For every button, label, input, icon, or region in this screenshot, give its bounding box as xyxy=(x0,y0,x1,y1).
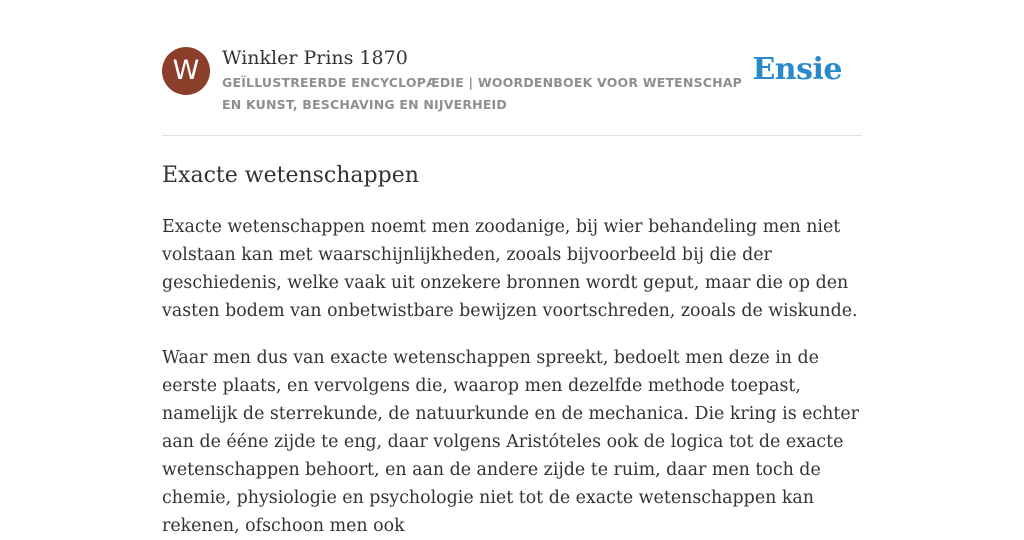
entry-paragraph-2: Waar men dus van exacte wetenschappen spreekt, bedoelt men deze in de eerste plaats, en vervolgens die, waarop men dezelfde methode toepast, namelijk de sterrekunde, de natuurkunde en de mechanica. Die kring is echter aan de ééne zijde te eng, daar volgens Aristóteles ook de logica tot de exacte wetenschappen behoort, en aan de andere zijde te ruim, daar men toch de chemie, physiologie en psychologie niet tot de exacte wetenschappen kan rekenen, ofschoon men ook xyxy=(162,348,859,536)
source-header xyxy=(162,0,862,136)
entry-paragraph-1: Exacte wetenschappen noemt men zoodanige, bij wier behandeling men niet volstaan kan met waarschijnlijkheden, zooals bijvoorbeeld bij die der geschiedenis, welke vaak uit onzekere bronnen wordt geput, maar die op den vasten bodem van onbetwistbare bewijzen voortschreden, zooals de wiskunde. xyxy=(162,217,858,321)
entry-title: Exacte wetenschappen xyxy=(162,163,419,188)
source-subtitle: GEÏLLUSTREERDE ENCYCLOPÆDIE | WOORDENBOEK VOOR WETENSCHAP EN KUNST, BESCHAVING EN NIJVERHEID xyxy=(222,75,743,112)
source-title[interactable]: Winkler Prins 1870 xyxy=(222,47,408,69)
content-container xyxy=(162,0,862,540)
ensie-logo-link[interactable]: Ensie xyxy=(752,52,842,87)
source-avatar[interactable]: W xyxy=(162,47,210,95)
